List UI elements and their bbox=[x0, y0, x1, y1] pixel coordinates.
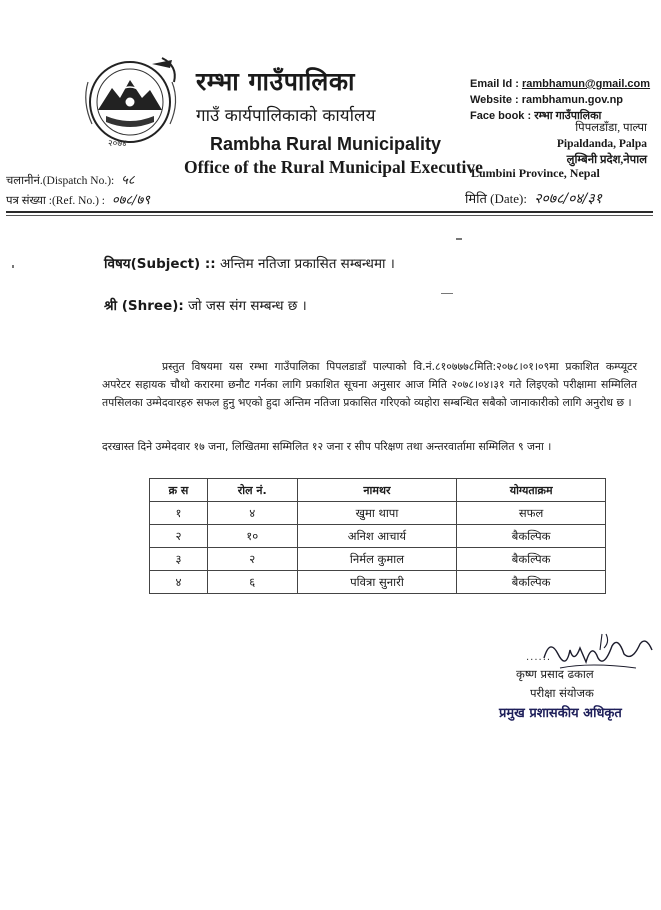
cell-roll: १० bbox=[207, 525, 297, 548]
recipient-text: जो जस संग सम्बन्ध छ । bbox=[188, 298, 307, 314]
address-line-4: Lumbini Province, Nepal bbox=[471, 166, 600, 180]
date-label: मिति (Date): bbox=[465, 191, 527, 206]
cell-serial: २ bbox=[150, 525, 208, 548]
cell-serial: १ bbox=[150, 502, 208, 525]
cell-rank: बैकल्पिक bbox=[457, 525, 606, 548]
letterhead-divider bbox=[6, 211, 653, 213]
website-label: Website : bbox=[470, 94, 519, 106]
office-name-np: गाउँ कार्यपालिकाको कार्यालय bbox=[196, 106, 376, 126]
municipality-logo bbox=[78, 52, 210, 154]
cell-roll: ४ bbox=[207, 502, 297, 525]
website-row bbox=[470, 92, 650, 108]
ref-value: ०७८/७९ bbox=[111, 193, 151, 208]
header-rank: योग्यताक्रम bbox=[457, 479, 606, 502]
cell-name: निर्मल कुमाल bbox=[297, 548, 457, 571]
seal-text: २०७४ bbox=[108, 139, 127, 149]
contact-block bbox=[470, 76, 650, 124]
subject-line bbox=[104, 254, 395, 272]
cell-name: पवित्रा सुनारी bbox=[297, 571, 457, 594]
cell-name: अनिश आचार्य bbox=[297, 525, 457, 548]
cell-rank: सफल bbox=[457, 502, 606, 525]
cell-roll: २ bbox=[207, 548, 297, 571]
municipality-name-np: रम्भा गाउँपालिका bbox=[196, 67, 356, 96]
scan-speck bbox=[456, 238, 462, 240]
cell-rank: बैकल्पिक bbox=[457, 548, 606, 571]
paragraph-1-text: प्रस्तुत विषयमा यस रम्भा गाउँपालिका पिपलडाडाँ पाल्पाको वि.नं.८१०७७७८मिति:२०७८।०१।०९मा प्रकाशित कम्प्यूटर अपरेटर सहायक चौथो करारमा छनौट गर्नका लागि प्रकाशित सूचना अनुसार आज मिति २०७८।०४।३१ गते लिइएको परीक्षामा सम्मिलित तपसिलका उम्मेदवारहरु सफल हुनु भएको हुदा अन्तिम नतिजा प्रकासित गरिएको व्यहोरा सम्बन्धित सबैको जानाकारीको लागि अनुरोध छ । bbox=[102, 360, 637, 409]
subject-label: विषय(Subject) :: bbox=[104, 256, 216, 272]
cell-roll: ६ bbox=[207, 571, 297, 594]
cell-serial: ३ bbox=[150, 548, 208, 571]
cell-rank: बैकल्पिक bbox=[457, 571, 606, 594]
table-header-row bbox=[150, 479, 606, 502]
municipality-name-en: Rambha Rural Municipality bbox=[210, 134, 442, 154]
address-line-2: Pipaldanda, Palpa bbox=[556, 138, 647, 150]
cell-name: खुमा थापा bbox=[297, 502, 457, 525]
body-paragraph-1 bbox=[102, 358, 637, 412]
results-table bbox=[149, 478, 606, 594]
dispatch-number bbox=[6, 170, 135, 188]
table-row bbox=[150, 571, 606, 594]
scan-speck bbox=[441, 293, 453, 294]
reference-number bbox=[6, 190, 150, 208]
dispatch-value: ५८ bbox=[121, 173, 135, 188]
signature-dots: ...... bbox=[526, 652, 552, 663]
office-name-en: Office of the Rural Municipal Executive bbox=[184, 157, 483, 177]
facebook-label: Face book : bbox=[470, 110, 532, 122]
facebook-value: रम्भा गाउँपालिका bbox=[534, 110, 602, 122]
emblem-icon bbox=[78, 52, 210, 154]
subject-text: अन्तिम नतिजा प्रकासित सम्बन्धमा । bbox=[220, 256, 395, 272]
letter-date bbox=[465, 189, 602, 208]
signatory-name: कृष्ण प्रसाद ढकाल bbox=[516, 667, 594, 681]
signatory-role: परीक्षा संयोजक bbox=[530, 686, 594, 700]
address-line-1: पिपलडाँडा, पाल्पा bbox=[575, 122, 647, 134]
recipient-label: श्री (Shree): bbox=[104, 298, 184, 314]
date-value: २०७८/०४/३१ bbox=[534, 191, 602, 207]
header-name: नामथर bbox=[297, 479, 457, 502]
address-line-3: लुम्बिनी प्रदेश,नेपाल bbox=[566, 154, 647, 166]
header-serial: क्र स bbox=[150, 479, 208, 502]
dispatch-label: चलानीनं.(Dispatch No.): bbox=[6, 175, 115, 187]
scan-speck bbox=[12, 265, 14, 268]
email-row bbox=[470, 76, 650, 92]
table-row bbox=[150, 525, 606, 548]
address-block bbox=[557, 120, 647, 168]
header-roll: रोल नं. bbox=[207, 479, 297, 502]
website-link[interactable]: rambhamun.gov.np bbox=[521, 94, 624, 106]
recipient-line bbox=[104, 296, 307, 314]
email-label: Email Id : bbox=[470, 78, 519, 90]
cell-serial: ४ bbox=[150, 571, 208, 594]
signatory-title-stamp: प्रमुख प्रशासकीय अधिकृत bbox=[499, 706, 622, 721]
ref-label: पत्र संख्या :(Ref. No.) : bbox=[6, 195, 105, 207]
letterhead-divider-thin bbox=[6, 215, 653, 216]
email-link[interactable]: rambhamun@gmail.com bbox=[521, 78, 651, 90]
table-row bbox=[150, 502, 606, 525]
body-paragraph-2: दरखास्त दिने उम्मेदवार १७ जना, लिखितमा सम्मिलित १२ जना र सीप परिक्षण तथा अन्तरवार्तामा सम्मिलित ९ जना । bbox=[102, 440, 552, 453]
table-row bbox=[150, 548, 606, 571]
